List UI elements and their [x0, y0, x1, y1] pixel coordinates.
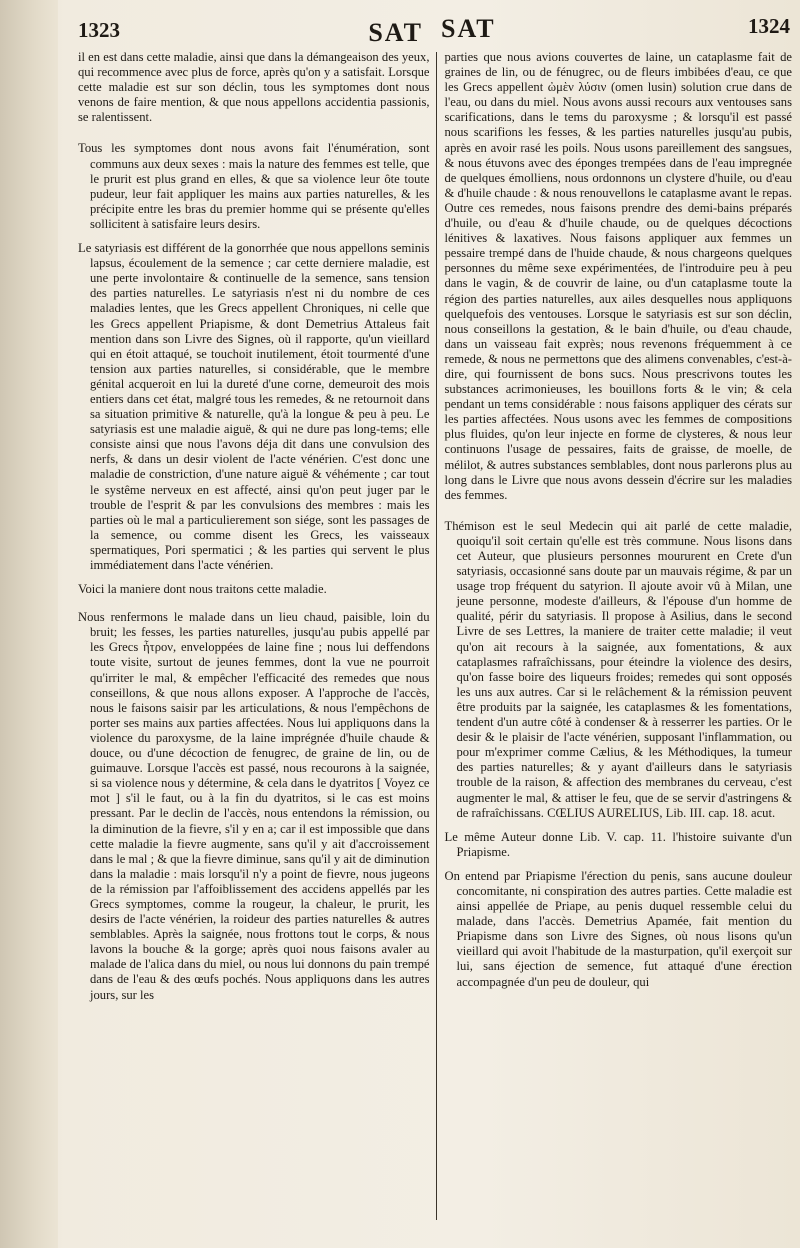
paragraph: Nous renfermons le malade dans un lieu chaud, paisible, loin du bruit; les fesses, les parties naturelles, jusqu'au pubis appellé par les Grecs ἦτρον, enveloppées de laine fine ; nous lui deffendons toute visite, surtout de jeunes femmes, dont la vue ne pourroit qu'irriter le mal, & empêcher l'efficacité des remedes que nous conseillons, & que nous allons exposer. A l'approche de l'accès, nous le faisons saisir par les articulations, & nous l'empêchons de porter ses mains aux parties affectées. Nous lui appliquons dans la violence du paroxysme, de la laine imprégnée d'huile chaude & douce, ou d'une décoction de fenugrec, de graine de lin, ou de guimauve. Lorsque l'accès est passé, nous recourons à la saignée, si sa violence nous y détermine, & cela dans le dyatritos [ Voyez ce mot ] s'il le faut, ou à la fin du dyatritos, si le cas est moins pressant. Par le declin de l'accès, nous entendons la rémission, ou la diminution de la fievre, s'il y en a; car il est impossible que dans cette maladie la fievre augmente, sans qu'il y ait d'accroissement dans le mal ; & que la fievre diminue, sans qu'il y ait de diminution dans la maladie : mais lorsqu'il n'y a point de fievre, nous jugeons de la rémission par l'affoiblissement des accidens appellés par les Grecs symptomes, comme la rougeur, la chaleur, le prurit, les desirs de l'acte vénérien, la roideur des parties naturelles & autres semblables. Après la saignée, nous frottons tout le corps, & nous lavons la bouche & la gorge; après quoi nous faisons avaler au malade de l'alica dans du miel, ou nous lui donnons du pain trempé dans de l'eau & des œufs pochés. Nous appliquons dans les autres jours, sur les: [78, 610, 430, 1002]
page-number-left: 1323: [78, 18, 120, 42]
running-title-right: SAT: [441, 14, 496, 43]
running-header: [78, 14, 792, 50]
left-column: [78, 50, 436, 1220]
paragraph: Le satyriasis est différent de la gonorrhée que nous appellons seminis lapsus, écoulement de la semence ; car cette derniere maladie, est une perte involontaire & continuelle de la semence, sans tension des parties naturelles. Le satyriasis n'est ni du nombre de ces maladies lentes, que les Grecs appellent Chroniques, ni celle que les Grecs appellent Priapisme, & dont Demetrius Attaleus fait mention dans son Livre des Signes, où il rapporte, qu'un vieillard qui en étoit attaqué, se touchoit inutilement, étoit tourmenté d'une tension aux parties naturelles, si considérable, que le membre génital acqueroit en lui la dureté d'une corne, demeuroit des mois entiers dans cet état, malgré tous les remedes, & ne retournoit dans sa situation primitive & naturelle, qu'à la longue & peu à peu. Le satyriasis est une maladie aiguë, & qui ne dure pas long-tems; elle consiste ainsi que nous l'avons déja dit dans une convulsion des nerfs, & dans un desir violent de l'acte vénérien. C'est donc une maladie de constriction, d'une nature aiguë & véhémente ; car tout le systême nerveux en est affecté, ainsi qu'on peut juger par le trouble de l'esprit & par les convulsions des membres : mais les parties où le mal a particulierement son siége, sont les passages de la semence, ou comme disent les Grecs, les vaisseaux spermatiques, Pori spermatici ; & les parties qui servent le plus immédiatement dans l'acte vénérien.: [78, 241, 430, 572]
paragraph: Voici la maniere dont nous traitons cette maladie.: [78, 582, 327, 597]
paragraph: il en est dans cette maladie, ainsi que dans la démangeaison des yeux, qui recommence avec plus de force, après qu'on y a satisfait. Lorsque cette maladie est sur son déclin, tous les symptomes dont nous venons de faire mention, & que nous appellons accidentia passionis, se ralentissent.: [78, 50, 430, 125]
paragraph: Le même Auteur donne Lib. V. cap. 11. l'histoire suivante d'un Priapisme.: [444, 829, 792, 859]
paragraph: Thémison est le seul Medecin qui ait parlé de cette maladie, quoiqu'il soit certain qu'elle est très commune. Nous lisons dans cet Auteur, que plusieurs personnes moururent en Crete d'un satyriasis, occasionné sans doute par un mauvais régime, & par un usage trop fréquent du satyrion. Il ajoute avoir vû à Milan, une jeune personne, modeste d'ailleurs, & l'épouse d'un homme de qualité, périr du satyriasis. Il propose à Asilius, dans le second Livre de ses Lettres, la maniere de traiter cette maladie; il veut qu'on ait recours à la saignée, aux fomentations, & aux cataplasmes rafraîchissans, pour éteindre la violence des desirs, qu'on fasse boire des liqueurs froides; remedes qui sont opposés les uns aux autres. Car si le relâchement & la rémission peuvent être produits par la saignée, les cataplasmes & les fomentations, tendent d'un autre côté à condenser & à resserrer les parties. Or le desir & le plaisir de l'acte vénérien, supposant l'inflammation, ou pour m'exprimer comme Cælius, & les Méthodiques, la tumeur des parties naturelles; & y ayant d'ailleurs dans le satyriasis trouble de la raison, & affection des membranes du cerveau, c'est augmenter le mal, & attiser le feu, que de se servir d'astringens & de rafraîchissans. CŒLIUS AURELIUS, Lib. III. cap. 18. acut.: [444, 518, 792, 820]
right-column: [437, 50, 793, 1220]
page-binding-shadow: [0, 0, 58, 1248]
running-title-left: SAT: [368, 18, 423, 47]
paragraph: parties que nous avions couvertes de laine, un cataplasme fait de graines de lin, ou de fénugrec, ou de fleurs imbibées d'eau, ce que les Grecs appellent ὠμὲν λύσιν (omen lusin) solution crue dans de l'eau, ou dans du miel. Nous avons aussi recours aux ventouses sans scarifications, dans le tems du paroxysme ; & lorsqu'il est passé nous scarifions les fesses, & les parties naturelles jusqu'au pubis, après en avoir rasé les poils. Nous usons pareillement des sangsues, & nous étuvons avec des éponges trempées dans de l'eau impregnée de quelques émolliens, nous ordonnons un clystere d'huile, ou d'eau & d'huile chaude : & nous renouvellons le cataplasme avant le repas. Outre ces remedes, nous faisons prendre des demi-bains préparés d'huile, ou d'eau & d'huile chaude, ou de quelques décoctions lénitives & laxatives. Nous faisons appliquer aux femmes un pessaire trempé dans de l'huide chaude, & nous chargeons quelques personnes du même sexe expérimentées, de l'introduire peu à peu dans le vagin, & de couvrir de laine, ou d'un cataplasme toute la région des parties naturelles, aux ailes desquelles nous appliquons quelquefois des ventouses. Lorsque le satyriasis est sur son déclin, nous conseillons la gestation, & le bain d'huile, ou d'eau chaude, dans un vaisseau fait exprès; nous revenons fréquemment à ce remede, & nous ne permettons que des alimens convenables, c'est-à-dire, qui fournissent de bons sucs. Nous prescrivons toutes les substances acrimonieuses, les bouillons forts & le vin; & cela pendant un tems considérable : nous faisons appliquer des cérats sur les parties affectées. Nous usons avec les femmes de compositions plus fluides, qu'on leur injecte en forme de clysteres, & nous leur continuons l'usage de pessaires, faits de graisse, de moelle, de mélilot, & autres substances semblables, dont nous parlerons plus au long dans le Livre que nous avons dessein d'écrire sur les maladies des femmes.: [444, 50, 792, 502]
paragraph: Tous les symptomes dont nous avons fait l'énumération, sont communs aux deux sexes : mais la nature des femmes est telle, que le prurit est plus grand en elles, & que sa violence leur ôte toute pudeur, leur fait appliquer les mains aux parties naturelles, & les précipite entre les bras du premier homme qui se présente qu'elles sollicitent à satisfaire leurs desirs.: [78, 141, 430, 231]
two-column-body: [78, 50, 792, 1220]
paragraph: On entend par Priapisme l'érection du penis, sans aucune douleur concomitante, ni conspiration des autres parties. Cette maladie est ainsi appellée de Priape, au penis duquel ressemble celui du malade, dans l'accès. Demetrius Apamée, fait mention du Priapisme dans son Livre des Signes, où nous lisons qu'un vieillard qui avoit l'habitude de la masturpation, qu'il exerçoit sur lui, sans éjection de semence, fut attaqué d'une érection accompagnée d'un peu de douleur, qui: [444, 868, 792, 989]
page-number-right: 1324: [748, 14, 790, 38]
